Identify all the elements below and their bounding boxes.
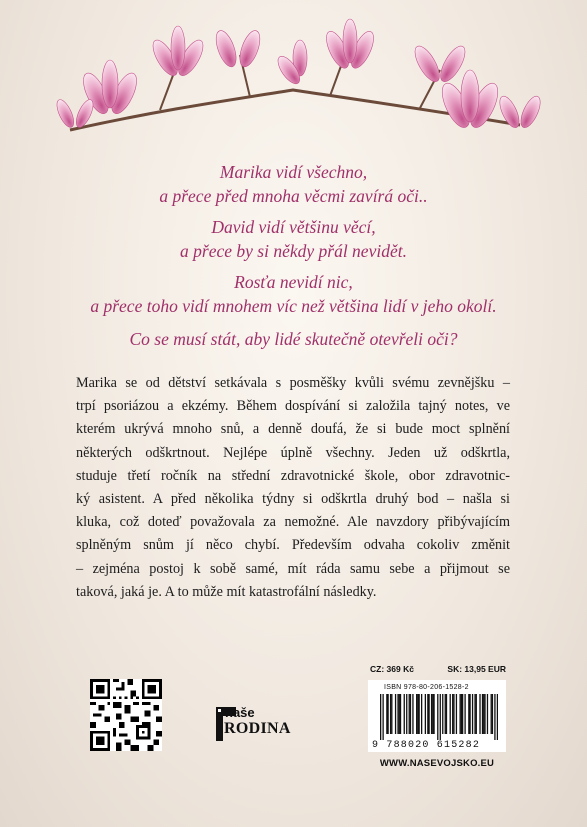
- blurb-line: Marika se od dětství setkávala s posměšky kvůli svému zevnějšku –: [76, 375, 510, 391]
- publisher-logo-line1: naše: [225, 705, 255, 720]
- tagline-stanza-2: [0, 215, 587, 263]
- blurb-line: ký asistent. A před několika týdny si odškrtla druhý bod – našla si: [76, 491, 510, 508]
- tagline-line: a přece před mnoha věcmi zavírá oči..: [159, 186, 428, 206]
- tagline-line: Marika vidí všechno,: [219, 162, 368, 182]
- price-sk: SK: 13,95 EUR: [447, 664, 506, 674]
- tagline-stanza-1: [0, 160, 587, 208]
- qr-code[interactable]: [90, 679, 162, 751]
- blurb-line: – zejména postoj k sobě samé, mít ráda samu sebe a přijmout se: [76, 560, 510, 577]
- blurb-line: taková, jaká je. A to může mít katastrofální následky.: [76, 583, 377, 600]
- blurb-line: splněným snům jí něco chybí. Především odvaha cokoliv změnit: [76, 537, 510, 554]
- tagline-line: a přece toho vidí mnohem víc než většina lidí v jeho okolí.: [90, 296, 497, 316]
- price-row: [370, 664, 506, 674]
- blurb-line: trpí psoriázou a ekzémy. Během dospívání si založila tajný notes, ve: [76, 398, 510, 415]
- blurb-line: kluka, což doteď považovala za nemožné. Ale navzdory přibývajícím: [76, 514, 510, 531]
- tagline-stanza-3: [0, 270, 587, 318]
- ean-number: 9 788020 615282: [372, 740, 481, 751]
- blurb-line: některých odškrtnout. Nejlépe úplně všechny. Jeden už odškrtla,: [76, 444, 510, 461]
- publisher-website[interactable]: WWW.NASEVOJSKO.EU: [379, 758, 495, 769]
- barcode-bars: [380, 694, 498, 740]
- isbn-barcode: [368, 680, 506, 752]
- book-blurb: [76, 372, 510, 604]
- tagline-line: Rosťa nevidí nic,: [234, 272, 353, 292]
- tagline-line: Co se musí stát, aby lidé skutečně otevřeli oči?: [129, 329, 458, 349]
- tagline-line: a přece by si někdy přál nevidět.: [180, 241, 407, 261]
- price-cz: CZ: 369 Kč: [370, 664, 414, 674]
- publisher-logo-line2: RODINA: [224, 720, 291, 737]
- magnolia-branch-illustration: [0, 0, 587, 150]
- isbn-number: ISBN 978-80-206-1528-2: [384, 684, 469, 691]
- publisher-logo: [216, 707, 316, 743]
- tagline-line: David vidí většinu věcí,: [211, 217, 376, 237]
- blurb-line: kterém ukrývá mnoho snů, a denně doufá, že si bude moct splnění: [76, 421, 510, 438]
- tagline-question: [0, 327, 587, 351]
- blurb-line: studuje třetí ročník na střední zdravotnické škole, obor zdravotnic-: [76, 467, 510, 484]
